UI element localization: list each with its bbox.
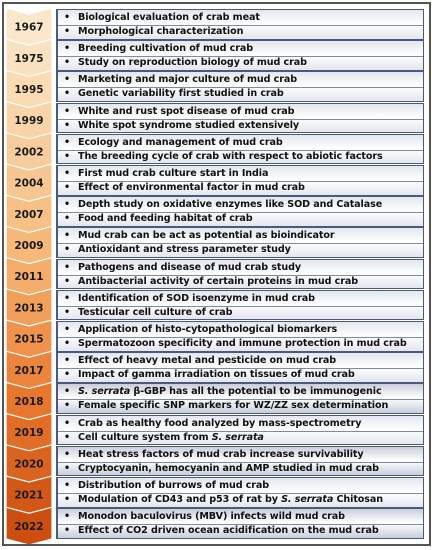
timeline-row-1975 (56, 40, 424, 71)
year-label: 2020 (14, 458, 44, 471)
timeline-entry (64, 55, 421, 71)
year-arrow-2015 (6, 320, 52, 358)
entry-divider (58, 181, 423, 182)
timeline-entry (64, 24, 421, 40)
year-arrow-2002 (6, 133, 52, 171)
year-label: 2022 (14, 520, 44, 533)
year-arrow-2018 (6, 382, 52, 420)
entry-text-suffix: β-GBP has all the potential to be immunogenic (130, 386, 382, 398)
year-arrow-2017 (6, 351, 52, 389)
bullet-icon: • (64, 275, 71, 287)
year-label: 2004 (14, 177, 44, 190)
year-label: 2015 (14, 333, 44, 346)
bullet-icon: • (64, 136, 71, 148)
timeline-row-2017 (56, 352, 424, 383)
year-arrow-1975 (6, 39, 52, 77)
bullet-icon: • (64, 494, 71, 505)
timeline-row-2013 (56, 290, 424, 321)
year-label: 1975 (14, 52, 44, 65)
timeline-entry (64, 430, 421, 446)
entry-divider (58, 368, 423, 369)
bullet-icon: • (64, 230, 71, 242)
year-label: 2021 (14, 489, 44, 502)
entry-text: Modulation of CD43 and p53 of rat by (78, 494, 282, 505)
year-arrow-2019 (6, 414, 52, 452)
entry-text: Morphological characterization (78, 26, 244, 37)
entry-text: The breeding cycle of crab with respect to abiotic factors (78, 150, 383, 162)
timeline-entry (64, 180, 421, 196)
year-label: 1967 (14, 21, 44, 34)
timeline-row-2019 (56, 415, 424, 446)
bullet-icon: • (64, 480, 71, 491)
year-label: 1995 (14, 84, 44, 96)
entry-text: Breeding cultivation of mud crab (78, 43, 253, 55)
year-label: 2009 (14, 240, 44, 252)
entry-text: Study on reproduction biology of mud crab (78, 57, 307, 69)
bullet-icon: • (64, 338, 71, 349)
entry-text: Female specific SNP markers for WZ/ZZ sex determination (78, 400, 389, 412)
entry-text: Distribution of burrows of mud crab (78, 480, 270, 491)
timeline-row-1967 (56, 9, 424, 40)
timeline-entry (64, 305, 421, 321)
bullet-icon: • (64, 119, 71, 131)
entry-text: Marketing and major culture of mud crab (78, 74, 298, 86)
bullet-icon: • (64, 43, 71, 55)
entry-divider (58, 87, 423, 88)
entry-text: Application of histo-cytopathological biomarkers (78, 324, 338, 335)
entry-text: Biological evaluation of crab meat (78, 12, 260, 23)
entry-text-suffix: Chitosan (333, 494, 384, 505)
timeline-entry (64, 367, 421, 383)
entry-text: Cell culture system from (78, 431, 212, 443)
timeline-row-2022 (56, 508, 424, 539)
entry-text: Genetic variability first studied in crab (78, 88, 284, 100)
bullet-icon: • (64, 369, 71, 381)
entry-text: Identification of SOD isoenzyme in mud crab (78, 292, 315, 304)
year-arrow-1967 (6, 8, 52, 46)
timeline-row-2018 (56, 383, 424, 414)
year-arrow-1999 (6, 102, 52, 140)
timeline-row-2020 (56, 446, 424, 477)
timeline-row-2004 (56, 165, 424, 196)
timeline-row-1995 (56, 71, 424, 102)
year-arrow-2004 (6, 164, 52, 202)
bullet-icon: • (64, 292, 71, 304)
timeline-entry (64, 149, 421, 165)
year-arrow-2007 (6, 195, 52, 233)
entry-text: Effect of heavy metal and pesticide on mud crab (78, 355, 336, 367)
bullet-icon: • (64, 355, 71, 367)
entry-species-name: S. serrata (211, 431, 264, 443)
entry-text: Monodon baculovirus (MBV) infects wild mud crab (78, 511, 345, 523)
year-label: 2018 (14, 396, 44, 408)
year-arrow-2011 (6, 258, 52, 296)
timeline-entry (64, 274, 421, 290)
entry-text: Food and feeding habitat of crab (78, 213, 253, 225)
year-arrow-2009 (6, 226, 52, 264)
entry-text: First mud crab culture start in India (78, 168, 269, 179)
entry-divider (58, 337, 423, 338)
bullet-icon: • (64, 462, 71, 474)
bullet-icon: • (64, 306, 71, 318)
timeline-entry (64, 242, 421, 258)
entry-text: Effect of CO2 driven ocean acidification on the mud crab (78, 525, 379, 537)
entry-text: Testicular cell culture of crab (78, 306, 233, 318)
timeline-row-2015 (56, 321, 424, 352)
entry-text: Cryptocyanin, hemocyanin and AMP studied in mud crab (78, 462, 379, 474)
entry-text: Antibacterial activity of certain proteins in mud crab (78, 275, 358, 287)
year-arrow-column (4, 4, 56, 544)
bullet-icon: • (64, 74, 71, 86)
bullet-icon: • (64, 261, 71, 273)
bullet-icon: • (64, 417, 71, 429)
timeline-entry (64, 492, 421, 508)
timeline-entry (64, 336, 421, 352)
entry-text: Depth study on oxidative enzymes like SOD and Catalase (78, 199, 383, 211)
year-label: 2011 (14, 271, 44, 284)
timeline-row-2011 (56, 259, 424, 290)
bullet-icon: • (64, 26, 71, 37)
entry-divider (58, 150, 423, 151)
timeline-row-2007 (56, 196, 424, 227)
year-label: 2019 (14, 427, 44, 440)
timeline-row-1999 (56, 103, 424, 134)
entry-divider (58, 25, 423, 26)
year-label: 1999 (14, 115, 44, 128)
entry-divider (58, 119, 423, 120)
entry-text: Spermatozoon specificity and immune protection in mud crab (78, 338, 407, 349)
bullet-icon: • (64, 199, 71, 211)
entry-divider (58, 431, 423, 432)
entry-species-name: S. serrata (281, 494, 334, 505)
bullet-icon: • (64, 511, 71, 523)
entry-divider (58, 243, 423, 244)
entry-text: Antioxidant and stress parameter study (78, 244, 291, 256)
entry-text: White spot syndrome studied extensively (78, 119, 300, 131)
year-arrow-2020 (6, 445, 52, 483)
entry-species-name: S. serrata (78, 386, 131, 398)
entry-divider (58, 275, 423, 276)
bullet-icon: • (64, 150, 71, 162)
entry-text: White and rust spot disease of mud crab (78, 105, 295, 117)
bullet-icon: • (64, 400, 71, 412)
entry-divider (58, 56, 423, 57)
bullet-icon: • (64, 168, 71, 179)
timeline-row-2021 (56, 477, 424, 508)
entry-divider (58, 306, 423, 307)
bullet-icon: • (64, 12, 71, 23)
timeline-frame (2, 2, 431, 546)
year-arrow-2021 (6, 476, 52, 514)
entry-divider (58, 462, 423, 463)
entry-divider (58, 493, 423, 494)
entry-divider (58, 212, 423, 213)
bullet-icon: • (64, 324, 71, 335)
timeline-entry (64, 118, 421, 134)
timeline-entry (64, 523, 421, 539)
entry-divider (58, 399, 423, 400)
timeline-row-2009 (56, 227, 424, 258)
timeline-content (56, 4, 429, 544)
year-arrow-2013 (6, 289, 52, 327)
bullet-icon: • (64, 88, 71, 100)
entry-text: Ecology and management of mud crab (78, 136, 283, 148)
entry-divider (58, 524, 423, 525)
year-arrow-2022 (6, 507, 52, 544)
year-label: 2013 (14, 302, 44, 315)
timeline-entry (64, 461, 421, 477)
entry-text: Mud crab can be act as potential as bioindicator (78, 230, 335, 242)
year-label: 2007 (14, 208, 44, 221)
year-arrow-1995 (6, 70, 52, 108)
entry-text: Crab as healthy food analyzed by mass-spectrometry (78, 417, 362, 429)
entry-text: Heat stress factors of mud crab increase survivability (78, 448, 364, 460)
timeline-entry (64, 398, 421, 414)
bullet-icon: • (64, 182, 71, 193)
entry-text: Effect of environmental factor in mud crab (78, 182, 305, 193)
bullet-icon: • (64, 213, 71, 225)
entry-text: Pathogens and disease of mud crab study (78, 261, 302, 273)
bullet-icon: • (64, 431, 71, 443)
bullet-icon: • (64, 57, 71, 69)
year-label: 2002 (14, 146, 44, 159)
bullet-icon: • (64, 525, 71, 537)
bullet-icon: • (64, 448, 71, 460)
timeline-row-2002 (56, 134, 424, 165)
bullet-icon: • (64, 105, 71, 117)
year-label: 2017 (14, 364, 44, 377)
bullet-icon: • (64, 386, 71, 398)
bullet-icon: • (64, 244, 71, 256)
entry-text: Impact of gamma irradiation on tissues of mud crab (78, 369, 355, 381)
timeline-entry (64, 211, 421, 227)
timeline-entry (64, 86, 421, 102)
